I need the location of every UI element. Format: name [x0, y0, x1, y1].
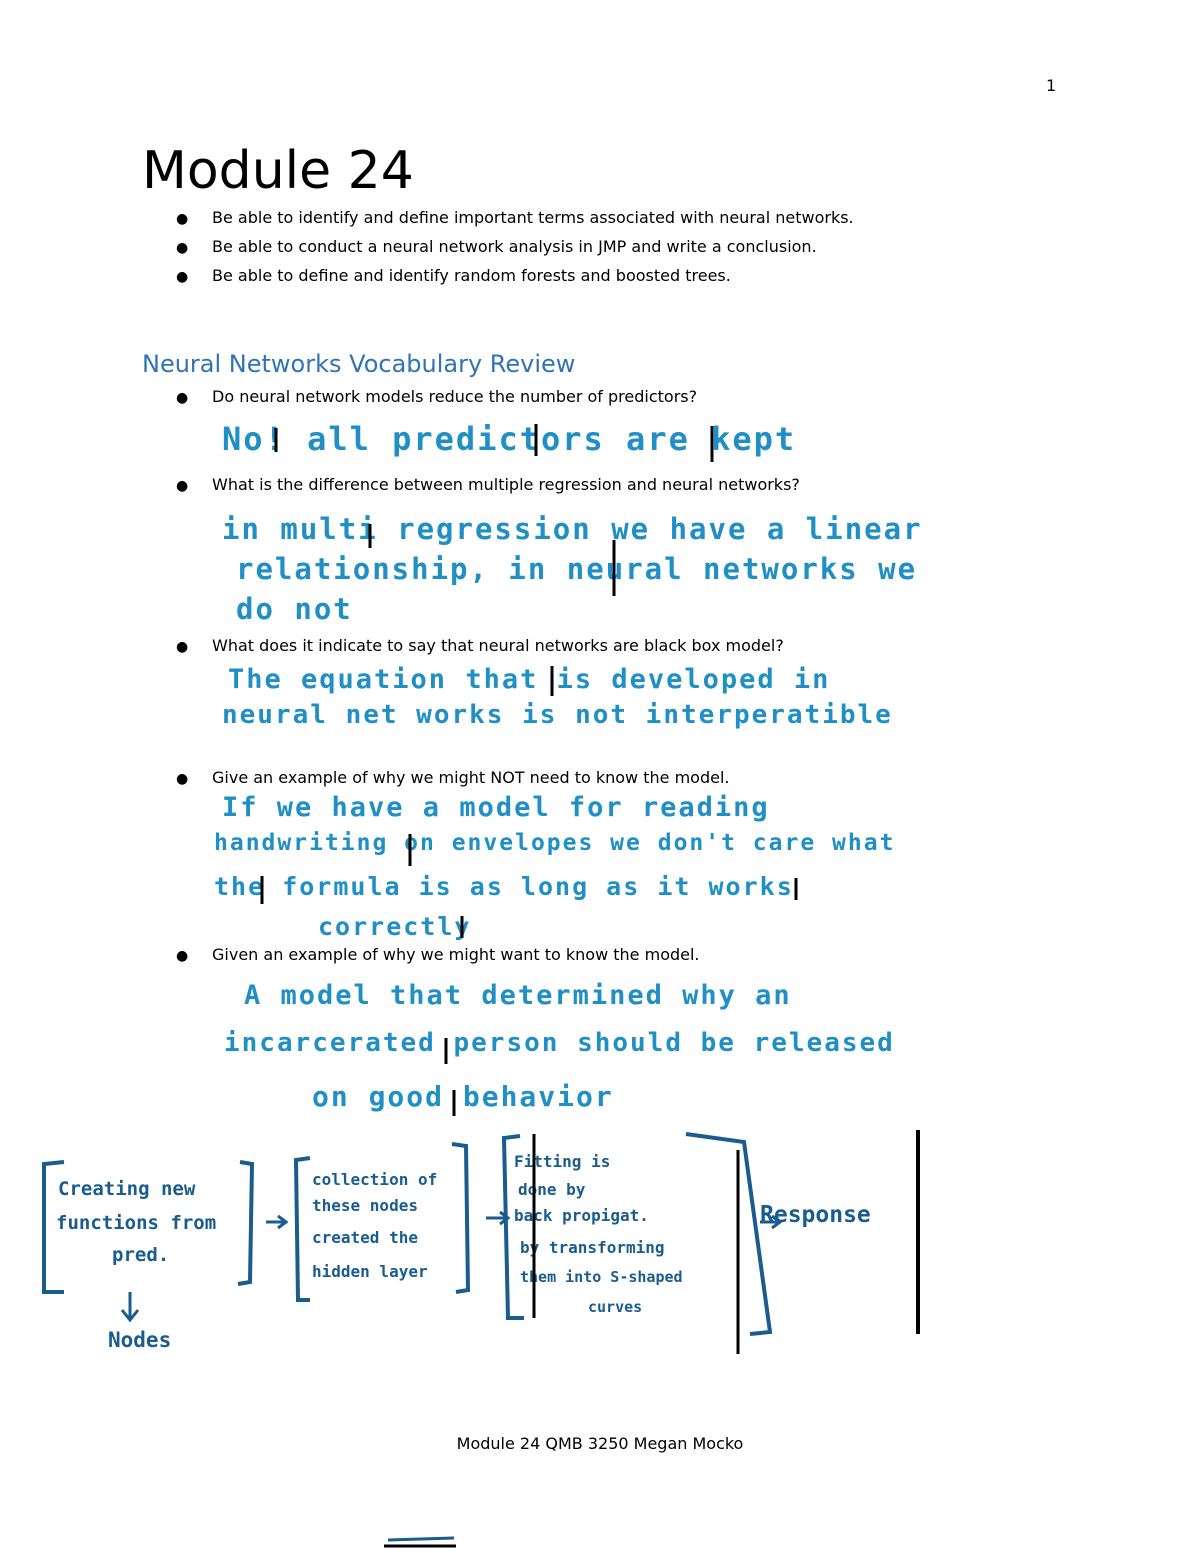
- question-item: [176, 387, 697, 406]
- bullet-icon: ●: [176, 240, 189, 256]
- objective-text: Be able to define and identify random forests and boosted trees.: [212, 266, 731, 285]
- handwritten-answer: A model that determined why an: [244, 980, 792, 1011]
- section-heading: Neural Networks Vocabulary Review: [142, 350, 576, 378]
- bullet-icon: ●: [176, 269, 189, 285]
- question-text: Give an example of why we might NOT need to know the model.: [212, 768, 730, 787]
- bracket-left-box2: [296, 1158, 310, 1300]
- objective-text: Be able to identify and define important terms associated with neural networks.: [212, 208, 854, 227]
- question-text: What does it indicate to say that neural networks are black box model?: [212, 636, 784, 655]
- handwritten-answer: on good behavior: [312, 1080, 614, 1113]
- handwritten-answer: the formula is as long as it works: [214, 872, 794, 901]
- diagram-box2-line: these nodes: [312, 1196, 418, 1215]
- bullet-icon: ●: [176, 771, 189, 787]
- objective-text: Be able to conduct a neural network analysis in JMP and write a conclusion.: [212, 237, 817, 256]
- handwritten-answer: incarcerated person should be released: [224, 1028, 895, 1058]
- objective-item: [176, 208, 854, 227]
- handwritten-answer: No! all predictors are kept: [222, 420, 797, 458]
- handwritten-answer: neural net works is not interperatible: [222, 700, 893, 730]
- bracket-right-box3: [686, 1134, 770, 1334]
- bullet-icon: ●: [176, 478, 189, 494]
- diagram-box2-line: created the: [312, 1228, 418, 1247]
- bracket-right-box2: [452, 1144, 468, 1292]
- objective-item: [176, 237, 817, 256]
- diagram-box3-line: curves: [588, 1298, 643, 1316]
- diagram-nodes-label: Nodes: [108, 1328, 172, 1352]
- bullet-icon: ●: [176, 390, 189, 406]
- handwritten-answer: correctly: [318, 912, 472, 941]
- diagram-box3-line: Fitting is: [514, 1152, 611, 1171]
- diagram-box2-line: collection of: [312, 1170, 438, 1189]
- handwritten-answer: If we have a model for reading: [222, 792, 770, 823]
- question-item: [176, 768, 729, 787]
- handwritten-answer: handwriting on envelopes we don't care what: [214, 830, 896, 856]
- diagram-box3-line: them into S-shaped: [520, 1268, 683, 1286]
- question-text: What is the difference between multiple regression and neural networks?: [212, 475, 800, 494]
- diagram-box3-line: by transforming: [520, 1238, 665, 1257]
- handwritten-answer: relationship, in neural networks we: [236, 552, 918, 586]
- objective-item: [176, 266, 731, 285]
- question-text: Do neural network models reduce the number of predictors?: [212, 387, 698, 406]
- handwritten-answer: in multi regression we have a linear: [222, 512, 923, 546]
- question-item: [176, 475, 800, 494]
- diagram-box1-line: pred.: [112, 1244, 170, 1266]
- arrow-box1-to-box2: [266, 1216, 286, 1228]
- diagram-box3-line: back propigat.: [514, 1206, 649, 1225]
- diagram-box1-line: functions from: [56, 1212, 217, 1234]
- bullet-icon: ●: [176, 639, 189, 655]
- handwritten-answer: The equation that is developed in: [228, 664, 831, 695]
- page-number: 1: [1046, 76, 1057, 95]
- question-item: [176, 636, 784, 655]
- question-item: [176, 945, 700, 964]
- bracket-right-box1: [238, 1162, 252, 1284]
- bullet-icon: ●: [176, 948, 189, 964]
- stray-stroke: [388, 1538, 454, 1540]
- question-text: Given an example of why we might want to know the model.: [212, 945, 700, 964]
- diagram-response-label: Response: [760, 1202, 871, 1228]
- diagram-box2-line: hidden layer: [312, 1262, 428, 1281]
- arrow-box2-to-box3: [486, 1212, 508, 1224]
- page-footer: Module 24 QMB 3250 Megan Mocko: [456, 1434, 744, 1453]
- page-title: Module 24: [142, 141, 414, 201]
- bullet-icon: ●: [176, 211, 189, 227]
- arrow-down-to-nodes: [122, 1292, 138, 1320]
- diagram-box1-line: Creating new: [58, 1178, 196, 1200]
- handwritten-answer: do not: [236, 592, 353, 626]
- diagram-box3-line: done by: [518, 1180, 586, 1199]
